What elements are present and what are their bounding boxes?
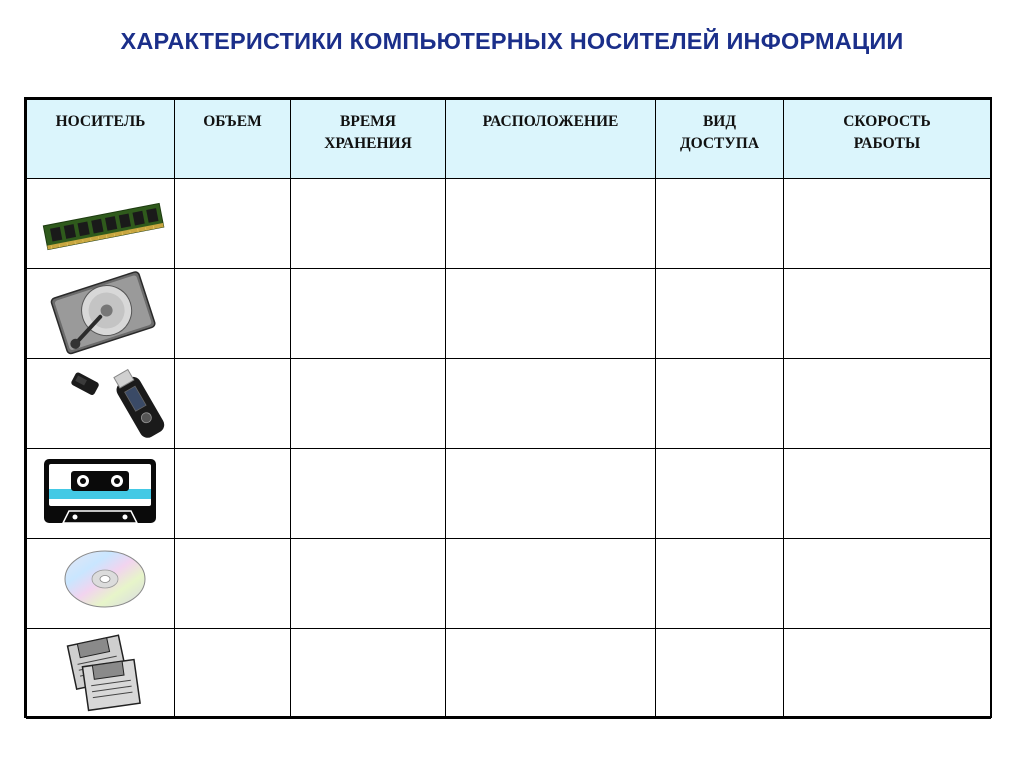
storage-time-cell[interactable] [291,359,446,449]
table-row [27,359,991,449]
page-title: ХАРАКТЕРИСТИКИ КОМПЬЮТЕРНЫХ НОСИТЕЛЕЙ ИНФОРМАЦИИ [120,28,904,54]
header-storage-time [291,100,446,179]
floppy-disks-icon [27,629,175,718]
header-speed-line2: РАБОТЫ [853,135,921,152]
carrier-cell [27,539,175,629]
table-row [27,179,991,269]
table-row [27,269,991,359]
hard-disk-icon [27,269,175,358]
volume-cell[interactable] [175,359,291,449]
storage-time-cell[interactable] [291,629,446,719]
carrier-cell [27,269,175,359]
volume-cell[interactable] [175,179,291,269]
storage-time-cell[interactable] [291,449,446,539]
access-type-cell[interactable] [656,269,784,359]
location-cell[interactable] [446,449,656,539]
carrier-cell [27,449,175,539]
header-volume [175,100,291,179]
location-cell[interactable] [446,359,656,449]
speed-cell[interactable] [784,269,991,359]
carrier-cell [27,629,175,719]
header-speed [784,100,991,179]
speed-cell[interactable] [784,539,991,629]
location-cell[interactable] [446,629,656,719]
header-access-type [656,100,784,179]
access-type-cell[interactable] [656,359,784,449]
access-type-cell[interactable] [656,539,784,629]
usb-flash-drive-icon [27,359,175,448]
table-row [27,539,991,629]
header-storage-time-line2: ХРАНЕНИЯ [324,135,412,152]
header-access-type-line1: ВИД [702,113,737,130]
table-row [27,629,991,719]
volume-cell[interactable] [175,449,291,539]
volume-cell[interactable] [175,539,291,629]
cassette-tape-icon [27,449,175,538]
speed-cell[interactable] [784,449,991,539]
storage-time-cell[interactable] [291,539,446,629]
access-type-cell[interactable] [656,629,784,719]
table-header-row [27,100,991,179]
header-storage-time-line1: ВРЕМЯ [340,113,396,130]
ram-module-icon [27,179,175,268]
storage-time-cell[interactable] [291,269,446,359]
header-location [446,100,656,179]
carrier-cell [27,179,175,269]
volume-cell[interactable] [175,629,291,719]
header-carrier-label: НОСИТЕЛЬ [55,113,146,130]
storage-time-cell[interactable] [291,179,446,269]
header-carrier [27,100,175,179]
speed-cell[interactable] [784,179,991,269]
volume-cell[interactable] [175,269,291,359]
table-row [27,449,991,539]
carrier-cell [27,359,175,449]
access-type-cell[interactable] [656,179,784,269]
header-volume-label: ОБЪЕМ [203,113,262,130]
header-access-type-line2: ДОСТУПА [679,135,760,152]
header-speed-line1: СКОРОСТЬ [843,113,931,130]
location-cell[interactable] [446,269,656,359]
cd-disc-icon [27,539,175,628]
access-type-cell[interactable] [656,449,784,539]
location-cell[interactable] [446,179,656,269]
header-location-label: РАСПОЛОЖЕНИЕ [482,113,619,130]
speed-cell[interactable] [784,359,991,449]
speed-cell[interactable] [784,629,991,719]
media-characteristics-table [26,99,991,719]
location-cell[interactable] [446,539,656,629]
